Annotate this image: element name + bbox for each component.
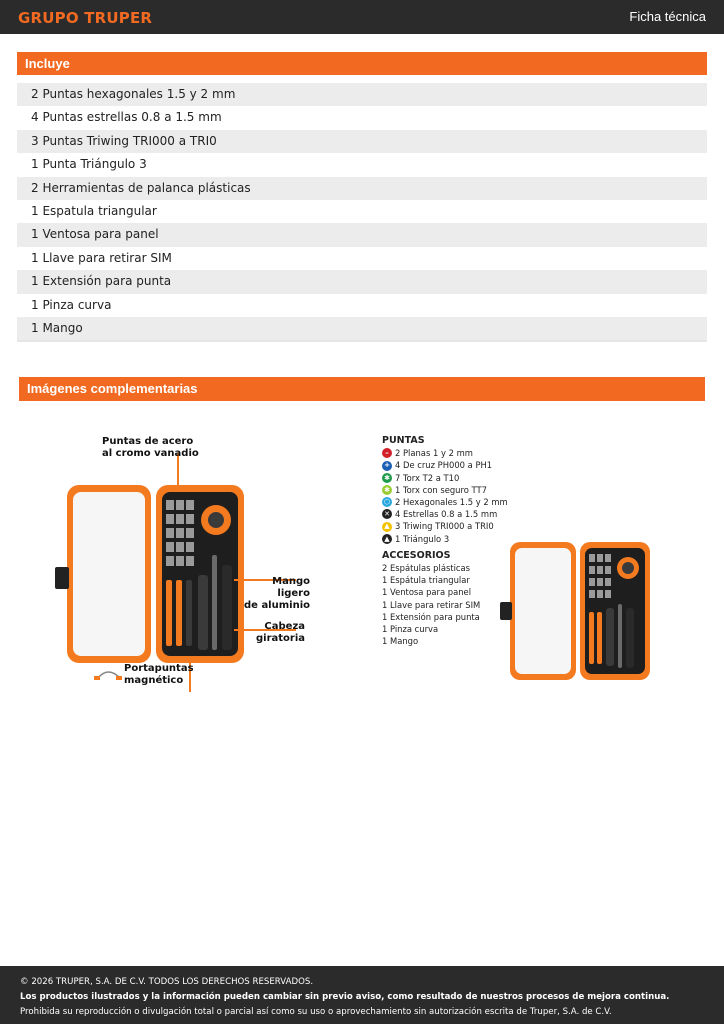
toolkit-photo-small (500, 538, 652, 686)
spec-bit-row: + 4 De cruz PH000 a PH1 (382, 459, 508, 471)
callout-handle: Mango ligero de aluminio (244, 576, 310, 611)
product-spec-image (375, 430, 665, 690)
spec-bit-row: ✕ 4 Estrellas 0.8 a 1.5 mm (382, 508, 508, 520)
images-section-title: Imágenes complementarias (19, 377, 705, 401)
brand-logo: GRUPO TRUPER (18, 9, 153, 27)
list-item: 1 Punta Triángulo 3 (31, 157, 147, 172)
spec-list (382, 435, 508, 647)
list-item: 2 Puntas hexagonales 1.5 y 2 mm (17, 83, 707, 106)
accessories-title: ACCESORIOS (382, 549, 451, 561)
spec-bit-row: ⬡ 2 Hexagonales 1.5 y 2 mm (383, 497, 508, 508)
hex-icon: ⬡ (383, 498, 391, 507)
accessory-item: 2 Espátulas plásticas (382, 563, 471, 574)
spec-bit-row: ▲ 1 Triángulo 3 (382, 533, 508, 545)
spec-bit-row: – 2 Planas 1 y 2 mm (382, 447, 508, 459)
triangle-icon: ▲ (382, 534, 392, 544)
includes-section-title: Incluye (17, 52, 707, 75)
includes-list (17, 83, 707, 342)
accessory-item: 1 Espátula triangular (382, 575, 470, 586)
product-image-annotated (50, 430, 310, 700)
torx-icon: ✱ (382, 473, 392, 483)
footer (0, 966, 724, 1024)
footer-notice: Los productos ilustrados y la información pueden cambiar sin previo aviso, como resultado de nuestros procesos de mejora continua. (20, 992, 670, 1002)
list-item: 1 Llave para retirar SIM (31, 250, 172, 265)
list-item: 1 Ventosa para panel (17, 223, 707, 246)
footer-copyright: © 2026 TRUPER, S.A. DE C.V. TODOS LOS DERECHOS RESERVADOS. (20, 977, 314, 987)
list-item: 1 Mango (17, 317, 707, 340)
toolkit-illustration (50, 430, 310, 700)
list-item: 1 Pinza curva (31, 297, 112, 312)
callout-holder: Portapuntas magnético (124, 663, 194, 686)
accessory-item: 1 Pinza curva (382, 624, 439, 635)
header-bar (0, 0, 724, 34)
accessory-item: 1 Mango (382, 636, 419, 647)
star-icon: ✕ (382, 509, 392, 519)
list-item: 3 Puntas Triwing TRI000 a TRI0 (17, 130, 707, 153)
accessory-item: 1 Extensión para punta (382, 611, 480, 622)
spec-bit-row: ✱ 1 Torx con seguro TT7 (382, 484, 508, 496)
torx-security-icon: ✱ (382, 485, 392, 495)
triwing-icon: ▲ (382, 522, 392, 532)
document-type: Ficha técnica (629, 9, 706, 24)
spec-bit-row: ▲ 3 Triwing TRI000 a TRI0 (382, 520, 508, 532)
list-item: 4 Puntas estrellas 0.8 a 1.5 mm (31, 110, 222, 125)
callout-head: Cabeza giratoria (256, 621, 306, 644)
accessory-item: 1 Llave para retirar SIM (382, 599, 481, 610)
flat-icon: – (382, 448, 392, 458)
footer-prohibition: Prohibida su reproducción o divulgación total o parcial así como su uso o aprovechamiento sin autorización escrita de Truper, S.A. de C.V. (20, 1007, 612, 1017)
list-item: 1 Extensión para punta (17, 270, 707, 293)
spec-bit-row: ✱ 7 Torx T2 a T10 (382, 472, 508, 484)
callout-bits: Puntas de acero al cromo vanadio (102, 436, 199, 459)
bits-title: PUNTAS (382, 435, 425, 446)
accessory-item: 1 Ventosa para panel (382, 587, 472, 598)
list-item: 2 Herramientas de palanca plásticas (17, 177, 707, 200)
list-item: 1 Espatula triangular (31, 203, 157, 218)
phillips-icon: + (382, 461, 392, 471)
